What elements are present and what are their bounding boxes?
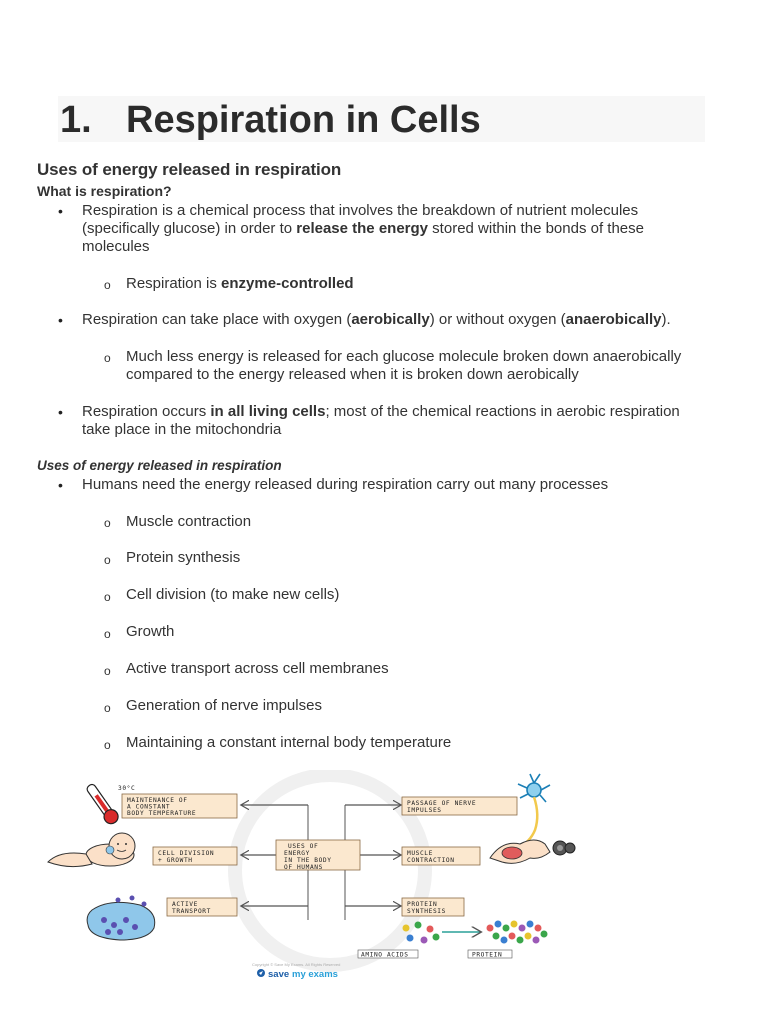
amino-acids-label — [358, 950, 418, 959]
bullet-marker: • — [58, 203, 63, 219]
svg-text:ENERGY: ENERGY — [284, 850, 310, 857]
process-item: Growth — [126, 623, 175, 640]
svg-text:+ GROWTH: + GROWTH — [158, 857, 193, 864]
bullet-3-line-1: Respiration occurs in all living cells; most of the chemical reactions in aerobic respiration — [82, 403, 680, 420]
box-muscle-contraction — [402, 847, 480, 865]
svg-text:TRANSPORT: TRANSPORT — [172, 908, 211, 915]
svg-text:PROTEIN: PROTEIN — [472, 951, 503, 959]
svg-text:MUSCLE: MUSCLE — [407, 850, 433, 857]
bullet-marker: • — [58, 312, 63, 328]
svg-text:AMINO ACIDS: AMINO ACIDS — [361, 951, 409, 959]
page-title — [60, 98, 481, 142]
subheading-what-is-respiration: What is respiration? — [37, 183, 172, 199]
sub-bullet-marker: o — [104, 664, 111, 678]
sub-bullet-marker: o — [104, 590, 111, 604]
bullet-marker: • — [58, 477, 63, 493]
box-protein-synthesis — [402, 898, 464, 916]
sub-bullet-anaerobic-line-1: Much less energy is released for each glucose molecule broken down anaerobically — [126, 348, 682, 365]
process-item: Muscle contraction — [126, 513, 252, 530]
sub-bullet-marker: o — [104, 516, 111, 530]
svg-text:PROTEIN: PROTEIN — [407, 901, 438, 908]
svg-text:SYNTHESIS: SYNTHESIS — [407, 908, 446, 915]
bullet-marker: • — [58, 404, 63, 420]
copyright-text: Copyright © Save My Exams. All Rights Reserved — [252, 962, 341, 967]
sub-bullet-marker: o — [104, 351, 111, 365]
sub-bullet-marker: o — [104, 553, 111, 567]
svg-text:IMPULSES: IMPULSES — [407, 807, 442, 814]
uses-of-energy-diagram — [40, 770, 600, 985]
svg-text:OF HUMANS: OF HUMANS — [284, 864, 323, 871]
box-active-transport — [167, 898, 237, 916]
process-item: Active transport across cell membranes — [126, 660, 389, 677]
process-item: Maintaining a constant internal body temperature — [126, 734, 452, 751]
protein-label — [468, 950, 512, 959]
bullet-1-line-2: (specifically glucose) in order to release the energy stored within the bonds of these — [82, 220, 644, 237]
svg-text:BODY TEMPERATURE: BODY TEMPERATURE — [127, 810, 197, 817]
svg-text:USES OF: USES OF — [288, 843, 319, 850]
bullet-2: Respiration can take place with oxygen (aerobically) or without oxygen (anaerobically). — [82, 311, 671, 328]
title-text: Respiration in Cells — [126, 99, 481, 141]
section-heading: Uses of energy released in respiration — [37, 160, 342, 179]
svg-text:CELL DIVISION: CELL DIVISION — [158, 850, 215, 857]
sub-bullet-marker: o — [104, 627, 111, 641]
sub-bullet-enzyme: Respiration is enzyme-controlled — [126, 275, 354, 292]
sub-bullet-marker: o — [104, 701, 111, 715]
save-my-exams-logo — [257, 969, 338, 980]
baby-icon — [48, 833, 135, 867]
sub-bullet-marker: o — [104, 738, 111, 752]
subheading-uses-of-energy: Uses of energy released in respiration — [37, 458, 282, 473]
svg-text:ACTIVE: ACTIVE — [172, 901, 198, 908]
svg-text:IN THE BODY: IN THE BODY — [284, 857, 332, 864]
title-number: 1. — [60, 99, 92, 141]
protein-synthesis-icon — [403, 921, 548, 944]
process-item: Protein synthesis — [126, 549, 241, 566]
center-box — [276, 840, 360, 871]
bullet-1-line-1: Respiration is a chemical process that involves the breakdown of nutrient molecules — [82, 202, 639, 219]
svg-text:save: save — [268, 969, 290, 980]
svg-text:30°C: 30°C — [118, 785, 136, 792]
svg-text:MAINTENANCE OF: MAINTENANCE OF — [127, 797, 188, 804]
sub-bullet-anaerobic-line-2: compared to the energy released when it is broken down aerobically — [126, 366, 579, 383]
box-cell-division — [153, 847, 237, 865]
muscle-arm-icon — [490, 840, 575, 863]
process-item: Cell division (to make new cells) — [126, 586, 340, 603]
cell-membrane-icon — [87, 896, 155, 941]
box-body-temperature — [122, 794, 237, 818]
svg-text:PASSAGE OF NERVE: PASSAGE OF NERVE — [407, 800, 477, 807]
svg-text:my exams: my exams — [292, 969, 338, 980]
bullet-4: Humans need the energy released during respiration carry out many processes — [82, 476, 609, 493]
box-nerve-impulses — [402, 797, 517, 815]
bullet-1-line-3: molecules — [82, 238, 150, 255]
svg-text:A CONSTANT: A CONSTANT — [127, 803, 171, 811]
bullet-3-line-2: take place in the mitochondria — [82, 421, 282, 438]
sub-bullet-marker: o — [104, 278, 111, 292]
svg-text:CONTRACTION: CONTRACTION — [407, 857, 455, 864]
process-item: Generation of nerve impulses — [126, 697, 322, 714]
